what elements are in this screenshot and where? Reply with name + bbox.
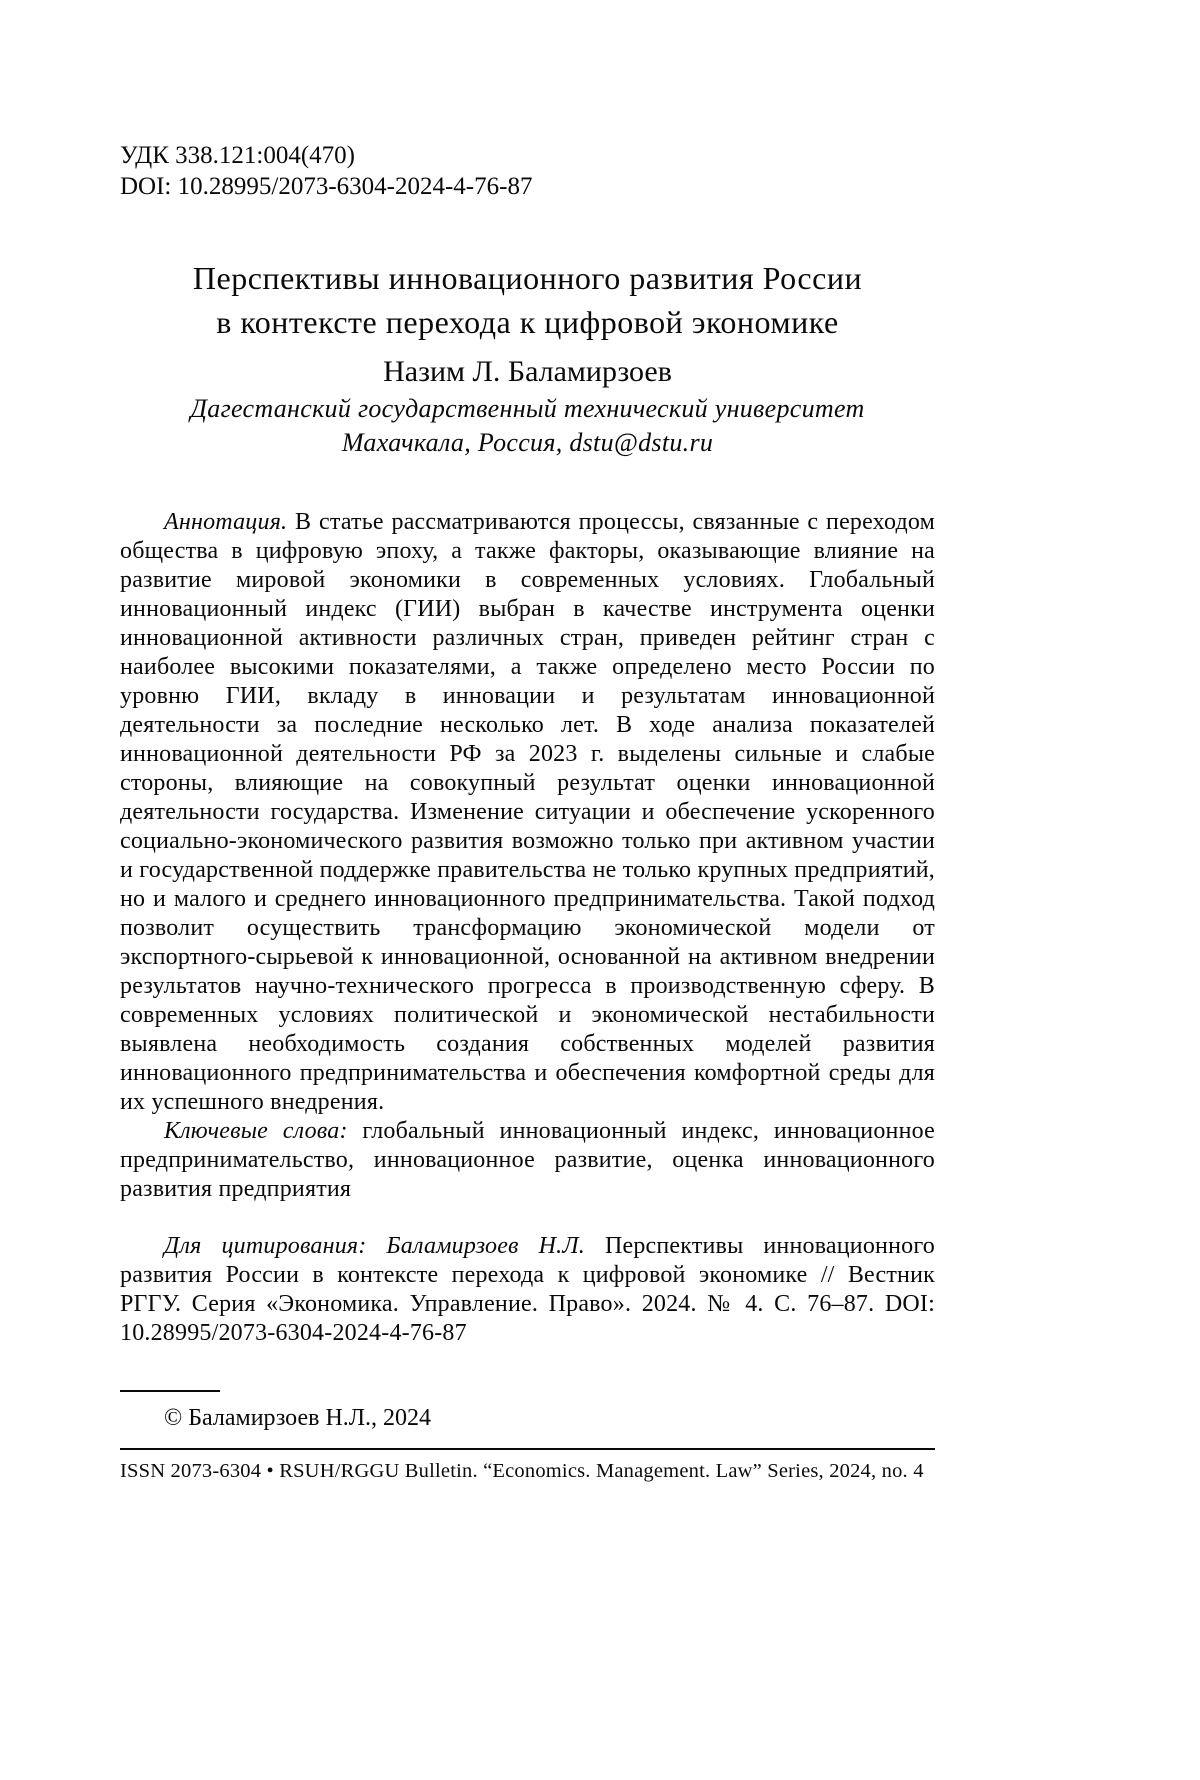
article-title-line2: в контексте перехода к цифровой экономике: [216, 304, 839, 340]
keywords-text: глобальный инновационный индекс, инновационное предпринимательство, инновационное развитие, оценка инновационного развития предприятия: [120, 1118, 935, 1202]
citation-text: Перспективы инновационного развития России в контексте перехода к цифровой экономике // Вестник РГГУ. Серия «Экономика. Управление. Право». 2024. № 4. С. 76–87. DOI: 10.28995/2073-6304-2024-4-76-87: [120, 1233, 935, 1346]
copyright-block: [120, 1390, 935, 1434]
abstract-text: В статье рассматриваются процессы, связанные с переходом общества в цифровую эпоху, а также факторы, оказывающие влияние на развитие мировой экономики в современных условиях. Глобальный инновационный индекс (ГИИ) выбран в качестве инструмента оценки инновационной активности различных стран, приведен рейтинг стран с наиболее высокими показателями, а также определено место России по уровню ГИИ, вкладу в инновации и результатам инновационной деятельности за последние несколько лет. В ходе анализа показателей инновационной деятельности РФ за 2023 г. выделены сильные и слабые стороны, влияющие на совокупный результат оценки инновационной деятельности государства. Изменение ситуации и обеспечение ускоренного социально-экономического развития возможно только при активном участии и государственной поддержке правительства не только крупных предприятий, но и малого и среднего инновационного предпринимательства. Такой подход позволит осуществить трансформацию экономической модели от экспортного-сырьевой к инновационной, основанной на активном внедрении результатов научно-технического прогресса в производственную сферу. В современных условиях политической и экономической нестабильности выявлена необходимость создания собственных моделей развития инновационного предпринимательства и обеспечения комфортной среды для их успешного внедрения.: [120, 509, 935, 1115]
author-name: Назим Л. Баламирзоев: [383, 355, 672, 388]
footer-divider: [120, 1448, 935, 1450]
doi-line: DOI: 10.28995/2073-6304-2024-4-76-87: [120, 173, 533, 200]
udc-block: [120, 140, 935, 202]
footer-line: ISSN 2073-6304 • RSUH/RGGU Bulletin. “Economics. Management. Law” Series, 2024, no. 4: [120, 1460, 924, 1482]
citation-paragraph: [120, 1232, 935, 1348]
author-affiliation: [120, 392, 935, 460]
article-title: [120, 256, 935, 344]
copyright-divider: [120, 1390, 220, 1392]
affiliation-line1: Дагестанский государственный технический университет: [190, 394, 865, 423]
page-footer: [120, 1448, 935, 1484]
copyright-line: © Баламирзоев Н.Л., 2024: [164, 1405, 432, 1431]
udc-line: УДК 338.121:004(470): [120, 142, 355, 169]
abstract-label: Аннотация.: [164, 509, 288, 535]
article-title-line1: Перспективы инновационного развития России: [192, 260, 863, 296]
article-body: [120, 508, 935, 1348]
keywords-paragraph: [120, 1117, 935, 1204]
citation-label: Для цитирования: Баламирзоев Н.Л.: [164, 1233, 585, 1259]
affiliation-line2: Махачкала, Россия, dstu@dstu.ru: [341, 428, 714, 457]
abstract-paragraph: [120, 508, 935, 1117]
keywords-label: Ключевые слова:: [164, 1118, 348, 1144]
